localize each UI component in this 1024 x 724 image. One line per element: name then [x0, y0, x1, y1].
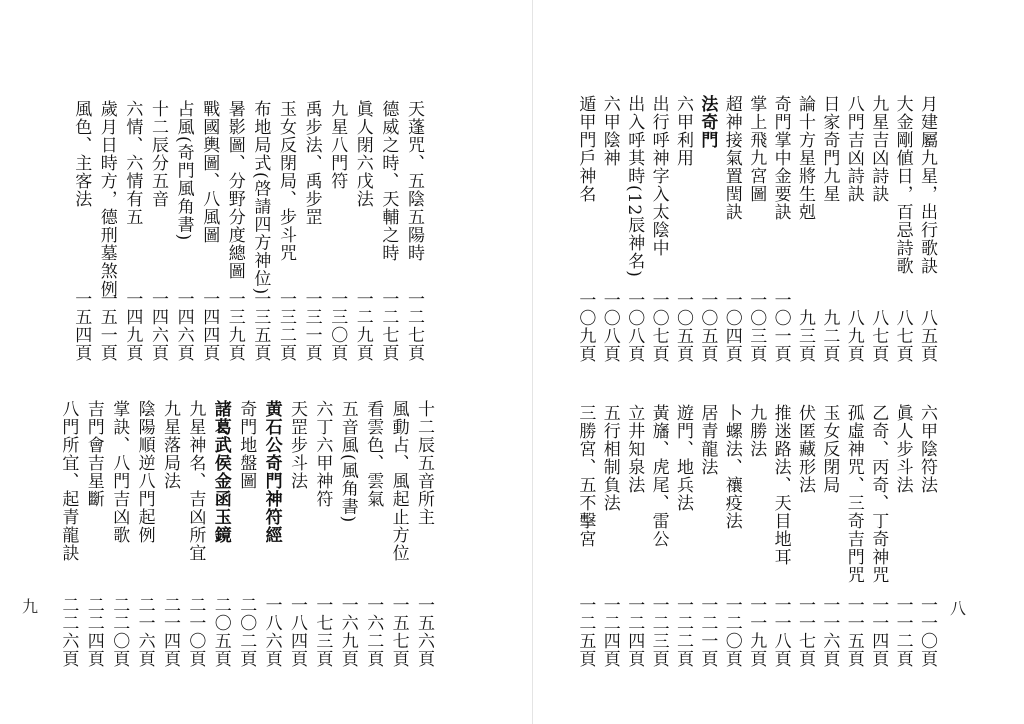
toc-entry — [696, 404, 718, 668]
toc-entry-title: 論十方星將生剋 — [795, 95, 815, 221]
toc-entry — [70, 100, 92, 362]
toc-entry-page: 八七頁 — [868, 309, 889, 363]
toc-entry — [599, 404, 621, 668]
toc-entry — [696, 95, 718, 363]
toc-entry-title: 推迷路法、天目地耳 — [770, 404, 791, 566]
toc-entry-page: 一一八頁 — [770, 596, 791, 668]
toc-entry — [184, 400, 206, 668]
toc-entry — [134, 400, 156, 668]
toc-entry-page: 二一〇頁 — [185, 596, 206, 668]
toc-entry-page: 一二九頁 — [352, 290, 373, 362]
toc-entry — [818, 95, 840, 363]
toc-entry — [843, 95, 865, 363]
toc-entry-title: 陰陽順逆八門起例 — [134, 400, 155, 544]
toc-entry-title: 六情、六情有五 — [122, 100, 143, 226]
toc-entry-page: 一二七頁 — [378, 290, 399, 362]
toc-entry-page: 一二三頁 — [648, 596, 669, 668]
right-page — [534, 0, 1024, 724]
toc-entry-page: 一二一頁 — [697, 596, 718, 668]
toc-entry-page: 一〇四頁 — [721, 291, 742, 363]
toc-entry-title: 出行呼神字入太陰中 — [648, 95, 669, 257]
toc-entry — [916, 404, 938, 668]
toc-entry-title: 六丁六甲神符 — [312, 400, 333, 508]
toc-entry-page: 二二四頁 — [83, 596, 104, 668]
toc-entry-page: 一一四頁 — [868, 596, 889, 668]
toc-entry-title: 乙奇、丙奇、丁奇神咒 — [868, 404, 889, 584]
toc-entry-title: 戰國輿圖、八風圖 — [199, 100, 220, 244]
toc-entry-title: 伏匿藏形法 — [795, 404, 815, 494]
toc-entry-title: 六甲利用 — [673, 95, 693, 167]
toc-entry — [867, 95, 889, 363]
toc-entry — [413, 400, 435, 668]
toc-entry-title: 布地局式(啓請四方神位) — [250, 100, 271, 296]
toc-entry-page: 一一二頁 — [892, 596, 913, 668]
toc-entry-page: 一三一頁 — [301, 290, 322, 362]
toc-entry-page: 一〇五頁 — [697, 291, 718, 363]
toc-entry-page: 一〇一頁 — [770, 291, 791, 363]
toc-entry-page: 一四九頁 — [122, 290, 143, 362]
toc-entry-title: 風動占、風起止方位 — [388, 400, 409, 562]
toc-entry-page: 一六九頁 — [337, 596, 358, 668]
toc-entry-page: 二一四頁 — [160, 596, 180, 668]
toc-entry — [770, 404, 792, 668]
toc-entry — [198, 100, 220, 362]
toc-entry-title: 八門吉凶詩訣 — [843, 95, 864, 203]
toc-entry-title: 天罡步斗法 — [287, 400, 307, 490]
toc-entry-page: 一一七頁 — [795, 596, 815, 668]
toc-entry — [892, 95, 914, 363]
toc-entry-page: 一三〇頁 — [327, 290, 348, 362]
toc-entry-page: 八五頁 — [917, 309, 937, 363]
toc-entry-page: 一五七頁 — [388, 596, 409, 668]
toc-entry-title: 六甲陰符法 — [917, 404, 937, 494]
toc-entry-page: 一五一頁 — [96, 290, 117, 362]
toc-entry-title: 德威之時、天輔之時 — [378, 100, 399, 262]
toc-entry-title: 超神接氣置閏訣 — [721, 95, 742, 221]
toc-entry-page: 一一六頁 — [819, 596, 840, 668]
toc-entry — [352, 100, 374, 362]
toc-entry-title: 黃旛、虎尾、雷公 — [648, 404, 669, 548]
toc-entry-page: 二〇五頁 — [210, 596, 231, 668]
toc-entry — [159, 400, 181, 668]
toc-entry-title: 占風(奇門風角書) — [173, 100, 194, 242]
toc-entry-page: 一二五頁 — [575, 596, 596, 668]
toc-entry-page: 一〇八頁 — [624, 291, 645, 363]
toc-entry-title: 立井知泉法 — [624, 404, 645, 494]
toc-entry-title: 歲月日時方，德刑墓煞例 — [96, 100, 117, 298]
toc-entry — [173, 100, 195, 362]
toc-entry — [362, 400, 384, 668]
book-spine — [532, 0, 533, 724]
toc-entry-page: 一七三頁 — [312, 596, 333, 668]
toc-entry-page: 一三九頁 — [224, 290, 245, 362]
toc-entry — [261, 400, 283, 668]
toc-entry-title: 暑影圖、分野分度總圖 — [224, 100, 245, 280]
toc-entry-title: 看雲色、雲氣 — [363, 400, 384, 508]
toc-entry — [286, 400, 308, 668]
toc-entry-page: 一四六頁 — [148, 290, 168, 362]
toc-entry — [721, 95, 743, 363]
toc-entry — [916, 95, 938, 363]
toc-entry-title: 五行相制負法 — [599, 404, 620, 512]
toc-entry — [818, 404, 840, 668]
toc-entry — [108, 400, 130, 668]
toc-entry-page: 一三五頁 — [250, 290, 271, 362]
toc-entry-title: 孤虛神咒、三奇吉門咒 — [843, 404, 864, 584]
toc-entry-page: 九二頁 — [819, 309, 840, 363]
toc-entry-page: 一一九頁 — [746, 596, 767, 668]
toc-entry-page: 一二〇頁 — [721, 596, 742, 668]
toc-entry-page: 一〇八頁 — [599, 291, 620, 363]
toc-entry-page: 一三二頁 — [276, 290, 296, 362]
toc-entry — [235, 400, 257, 668]
page-number: 八 — [950, 599, 967, 618]
toc-entry — [672, 404, 694, 668]
toc-entry — [770, 95, 792, 363]
toc-entry-title: 九星神名、吉凶所宜 — [185, 400, 206, 562]
toc-entry-page: 二一六頁 — [134, 596, 155, 668]
toc-entry-page: 一八四頁 — [287, 596, 307, 668]
toc-entry — [745, 95, 767, 363]
toc-entry — [337, 400, 359, 668]
toc-entry — [623, 95, 645, 363]
toc-entry — [574, 404, 596, 668]
toc-entry-page: 一二四頁 — [599, 596, 620, 668]
toc-entry — [721, 404, 743, 668]
toc-entry-page: 二二〇頁 — [109, 596, 130, 668]
toc-entry-page: 一〇五頁 — [673, 291, 693, 363]
toc-entry — [892, 404, 914, 668]
toc-entry-page: 一〇三頁 — [746, 291, 767, 363]
toc-entry — [388, 400, 410, 668]
toc-entry-title: 掌訣、八門吉凶歌 — [109, 400, 130, 544]
toc-entry — [275, 100, 297, 362]
toc-entry-page: 一一〇頁 — [917, 596, 937, 668]
toc-entry — [403, 100, 425, 362]
toc-entry-title: 天蓬咒、五陰五陽時 — [404, 100, 424, 262]
toc-entry — [648, 95, 670, 363]
toc-entry-title: 遊門、地兵法 — [673, 404, 693, 512]
toc-entry-page: 一五四頁 — [71, 290, 92, 362]
toc-entry — [326, 100, 348, 362]
toc-entry-title: 出入呼其時(12辰神名) — [624, 95, 645, 278]
toc-entry-title: 九星吉凶詩訣 — [868, 95, 889, 203]
toc-entry — [377, 100, 399, 362]
toc-entry-title: 三勝宮、五不擊宮 — [575, 404, 596, 548]
toc-entry — [96, 100, 118, 362]
toc-entry — [623, 404, 645, 668]
toc-entry-title: 六甲陰神 — [599, 95, 620, 167]
toc-entry-title: 九勝法 — [746, 404, 767, 458]
toc-entry-title: 眞人閉六戊法 — [352, 100, 373, 208]
toc-entry-title: 諸葛武侯金函玉鏡 — [210, 400, 231, 544]
toc-entry — [83, 400, 105, 668]
toc-entry-page: 一〇七頁 — [648, 291, 669, 363]
toc-entry — [745, 404, 767, 668]
toc-entry-page: 一〇九頁 — [575, 291, 596, 363]
toc-entry-title: 十二辰分五音 — [148, 100, 168, 208]
toc-entry-title: 十二辰五音所主 — [414, 400, 434, 526]
toc-entry — [301, 100, 323, 362]
toc-entry — [224, 100, 246, 362]
toc-entry-page: 一二二頁 — [673, 596, 693, 668]
toc-entry — [147, 100, 169, 362]
toc-entry-title: 八門所宜、起青龍訣 — [58, 400, 79, 562]
toc-entry-title: 玉女反閉局、步斗咒 — [276, 100, 296, 262]
toc-entry-page: 一四六頁 — [173, 290, 194, 362]
toc-entry — [843, 404, 865, 668]
toc-entry — [648, 404, 670, 668]
toc-entry-title: 奇門掌中金要訣 — [770, 95, 791, 221]
toc-entry — [867, 404, 889, 668]
toc-entry-title: 玉女反閉局 — [819, 404, 840, 494]
toc-entry-title: 黄石公奇門神符經 — [261, 400, 282, 544]
toc-entry-title: 九星八門符 — [327, 100, 348, 190]
toc-entry-page: 八七頁 — [892, 309, 913, 363]
toc-entry-page: 一二七頁 — [404, 290, 424, 362]
toc-entry-page: 一四四頁 — [199, 290, 220, 362]
toc-entry-title: 遁甲門戶神名 — [575, 95, 596, 203]
toc-entry-page: 一六二頁 — [363, 596, 384, 668]
toc-entry-title: 日家奇門九星 — [819, 95, 840, 203]
toc-entry-title: 居青龍法 — [697, 404, 718, 476]
toc-entry-title: 吉門會吉星斷 — [83, 400, 104, 508]
toc-entry-page: 八九頁 — [843, 309, 864, 363]
page-number: 九 — [22, 597, 39, 616]
toc-entry — [794, 95, 816, 363]
toc-entry-page: 一一五頁 — [843, 596, 864, 668]
toc-entry-title: 禹步法、禹步罡 — [301, 100, 322, 226]
toc-entry-title: 九星落局法 — [160, 400, 180, 490]
toc-entry-title: 奇門地盤圖 — [236, 400, 257, 490]
toc-entry-page: 一八六頁 — [261, 596, 282, 668]
toc-entry — [311, 400, 333, 668]
toc-entry-title: 法奇門 — [697, 95, 718, 149]
toc-entry-title: 卜螺法、禳疫法 — [721, 404, 742, 530]
toc-entry-title: 月建屬九星，出行歌訣 — [917, 95, 937, 275]
toc-entry — [574, 95, 596, 363]
toc-entry — [672, 95, 694, 363]
toc-entry — [249, 100, 271, 362]
toc-entry-title: 掌上飛九宮圖 — [746, 95, 767, 203]
toc-entry-page: 二二六頁 — [58, 596, 79, 668]
toc-entry — [210, 400, 232, 668]
toc-entry-title: 風色、主客法 — [71, 100, 92, 208]
toc-entry-page: 九三頁 — [795, 309, 815, 363]
toc-entry-title: 五音風(風角書) — [337, 400, 358, 524]
toc-entry-page: 一五六頁 — [414, 596, 434, 668]
toc-entry — [121, 100, 143, 362]
toc-entry-title: 眞人步斗法 — [892, 404, 913, 494]
toc-entry-page: 二〇二頁 — [236, 596, 257, 668]
toc-entry-page: 一二四頁 — [624, 596, 645, 668]
toc-entry — [599, 95, 621, 363]
toc-entry — [57, 400, 79, 668]
toc-entry-title: 大金剛値日，百忌詩歌 — [892, 95, 913, 275]
toc-entry — [794, 404, 816, 668]
